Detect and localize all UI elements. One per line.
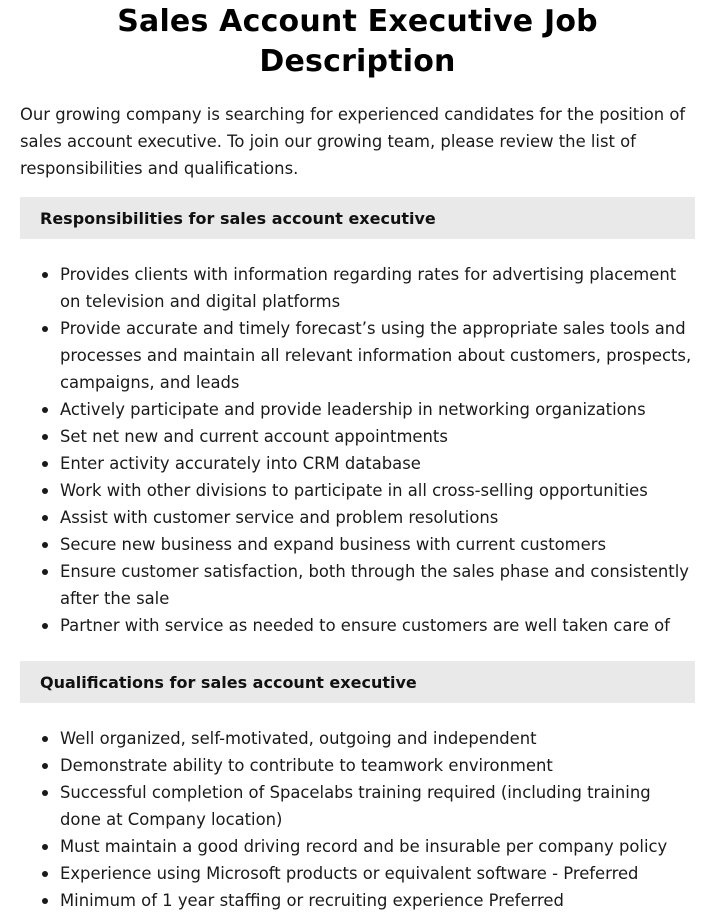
- list-item-text: Set net new and current account appointments: [60, 427, 448, 446]
- bullet-icon: [42, 844, 48, 850]
- list-item: [60, 860, 695, 887]
- list-item: [60, 833, 695, 860]
- responsibilities-list: [20, 261, 695, 639]
- list-item: [60, 531, 695, 558]
- bullet-icon: [42, 434, 48, 440]
- bullet-icon: [42, 623, 48, 629]
- list-item: [60, 558, 695, 612]
- list-item: [60, 261, 695, 315]
- list-item-text: Experience using Microsoft products or equivalent software - Preferred: [60, 864, 639, 883]
- list-item: [60, 450, 695, 477]
- list-item: [60, 779, 695, 833]
- qualifications-heading: Qualifications for sales account executive: [20, 661, 695, 703]
- bullet-icon: [42, 898, 48, 904]
- list-item-text: Partner with service as needed to ensure customers are well taken care of: [60, 616, 670, 635]
- list-item-text: Minimum of 1 year staffing or recruiting experience Preferred: [60, 891, 564, 910]
- bullet-icon: [42, 272, 48, 278]
- qualifications-list: [20, 725, 695, 914]
- list-item: [60, 504, 695, 531]
- responsibilities-heading: Responsibilities for sales account executive: [20, 197, 695, 239]
- list-item: [60, 477, 695, 504]
- list-item-text: Provide accurate and timely forecast’s using the appropriate sales tools and processes and maintain all relevant information about customers, prospects, campaigns, and leads: [60, 319, 692, 392]
- bullet-icon: [42, 461, 48, 467]
- list-item: [60, 396, 695, 423]
- bullet-icon: [42, 542, 48, 548]
- list-item: [60, 887, 695, 914]
- list-item-text: Work with other divisions to participate in all cross-selling opportunities: [60, 481, 648, 500]
- list-item: [60, 315, 695, 396]
- list-item-text: Well organized, self-motivated, outgoing and independent: [60, 729, 537, 748]
- bullet-icon: [42, 407, 48, 413]
- bullet-icon: [42, 790, 48, 796]
- list-item: [60, 752, 695, 779]
- list-item: [60, 423, 695, 450]
- list-item-text: Ensure customer satisfaction, both through the sales phase and consistently after the sale: [60, 562, 689, 608]
- bullet-icon: [42, 488, 48, 494]
- bullet-icon: [42, 515, 48, 521]
- bullet-icon: [42, 763, 48, 769]
- list-item-text: Actively participate and provide leadership in networking organizations: [60, 400, 646, 419]
- bullet-icon: [42, 569, 48, 575]
- bullet-icon: [42, 326, 48, 332]
- intro-paragraph: Our growing company is searching for experienced candidates for the position of sales account executive. To join our growing team, please review the list of responsibilities and qualifications.: [20, 105, 686, 178]
- bullet-icon: [42, 871, 48, 877]
- list-item-text: Demonstrate ability to contribute to teamwork environment: [60, 756, 553, 775]
- list-item-text: Provides clients with information regarding rates for advertising placement on television and digital platforms: [60, 265, 677, 311]
- list-item-text: Successful completion of Spacelabs training required (including training done at Company location): [60, 783, 651, 829]
- list-item: [60, 612, 695, 639]
- bullet-icon: [42, 736, 48, 742]
- list-item: [60, 725, 695, 752]
- list-item-text: Assist with customer service and problem resolutions: [60, 508, 499, 527]
- list-item-text: Enter activity accurately into CRM database: [60, 454, 421, 473]
- list-item-text: Must maintain a good driving record and be insurable per company policy: [60, 837, 668, 856]
- page-title: Sales Account Executive Job Description: [117, 4, 598, 79]
- list-item-text: Secure new business and expand business with current customers: [60, 535, 606, 554]
